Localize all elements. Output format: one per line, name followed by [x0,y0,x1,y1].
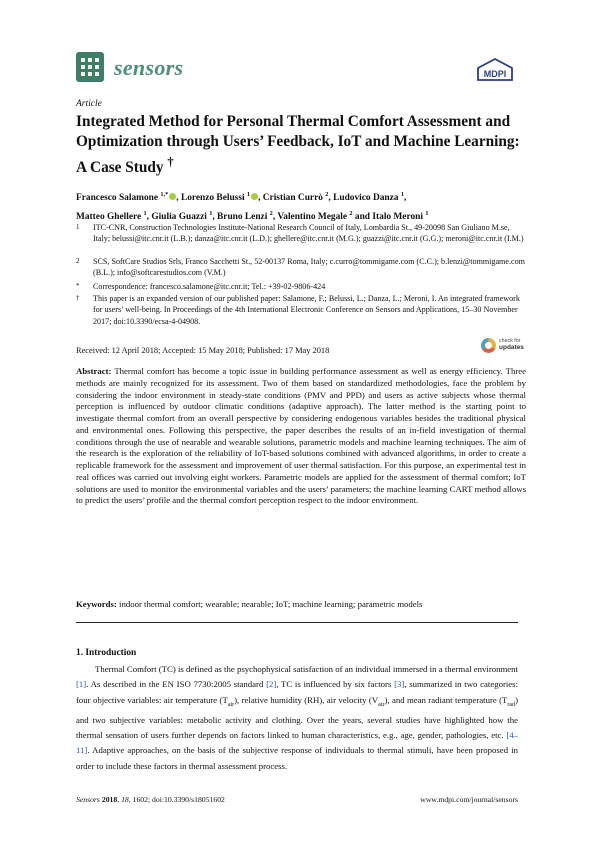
affiliation-text: SCS, SoftCare Studios Srls, Franco Sacchetti St., 52-00137 Roma, Italy; c.curro@tommigame.com (C.C.); b.lenzi@tommigame.com (B.L.); info@softcarestudios.com (V.M.) [93,257,525,278]
abstract [76,366,526,507]
affiliation [76,222,526,245]
mdpi-logo [476,58,514,82]
check-badge-line2: updates [499,344,524,351]
journal-logo [76,52,104,82]
citation-link[interactable]: [1] [76,679,87,690]
keywords [76,599,526,609]
section-heading: 1. Introduction [76,648,137,658]
orcid-icon[interactable] [169,193,176,200]
affiliation-text: ITC-CNR, Construction Technologies Institute-National Research Council of Italy, Lombardia St., 49-20098 San Giuliano M.se, Italy; belussi@itc.cnr.it (L.B.); danza@itc.cnr.it (L.D.); ghellere@itc.cnr.it (M.G.); guazzi@itc.cnr.it (G.G.); meroni@itc.cnr.it (I.M.) [93,223,524,244]
abstract-text: Thermal comfort has become a topic issue in building performance assessment as well as energy efficiency. Three methods are mainly recognized for its assessment. Two of them based on standardized methodologies, face the problem by considering the indoor environment in steady-state conditions (PMV and PPD) and users as active subjects whose thermal perception is influenced by outdoor climatic conditions (adaptive approach). The latter method is the starting point to investigate thermal comfort from an overall perspective by considering endogenous variables besides the traditional physical and environmental ones. Following this perspective, the paper describes the results of an in-field investigation of thermal conditions through the use of nearable and wearable solutions, parametric models and machine learning techniques. The aim of the research is the exploration of the reliability of IoT-based solutions combined with advanced algorithms, in order to create a replicable framework for the assessment and improvement of user thermal satisfaction. For this purpose, an experimental test in real offices was carried out involving eight workers. Parametric models are applied for the assessment of thermal comfort; IoT solutions are used to monitor the environmental variables and the users’ parameters; the machine learning CART method allows to predict the users’ profile and the thermal comfort perception respect to the indoor environment. [76,366,527,506]
keywords-text: indoor thermal comfort; wearable; nearable; IoT; machine learning; parametric models [119,599,423,609]
note-mark: † [76,294,80,302]
author: Valentino Megale $^2$ [277,210,353,223]
author: Matteo Ghellere $^1$ [76,210,147,223]
citation-link[interactable]: [4–11] [76,729,519,756]
orcid-icon[interactable] [251,193,258,200]
authors-joiner: and [354,212,371,223]
author: Italo Meroni $^1$ [372,210,429,223]
paper-title [76,112,526,178]
expanded-version-note [76,293,526,327]
check-for-updates-button[interactable] [481,337,524,359]
affiliation-mark: 2 [76,257,80,265]
footer-journal-url[interactable]: www.mdpi.com/journal/sensors [420,795,518,804]
footer-citation: Sensors 2018, 18, 1602; doi:10.3390/s18051602 [76,795,225,804]
affiliation [76,256,526,279]
update-check-icon [481,338,496,353]
author: Cristian Currò $^2$ [262,191,329,204]
author: Bruno Lenzi $^2$ [217,210,273,223]
author: Giulia Guazzi $^1$ [151,210,213,223]
article-type: Article [76,99,102,109]
author[interactable]: Francesco Salamone $^{1,*}$ [76,193,176,203]
keywords-label: Keywords: [76,599,117,609]
affiliation-mark: 1 [76,223,80,231]
correspondence-text: Correspondence: francesco.salamone@itc.cnr.it; Tel.: +39-02-9806-424 [93,282,326,291]
introduction-paragraph: Thermal Comfort (TC) is defined as the psychophysical satisfaction of an individual immersed in a thermal environment [1]. As described in the EN ISO 7730:2005 standard [2], TC is influenced by six factors [3], summarized in two categories: four objective variables: air temperature $(T_{air})$, relative humidity (RH), air velocity $(V_{air})$, and mean radiant temperature $(T_{rad})$ and two subjective variables: metabolic activity and clothing. Over the years, several studies have highlighted how the thermal sensation of users further depends on factors linked to human characteristics, e.g., age, gender, pathologies, etc. [4–11]. Adaptive approaches, on the basis of the subjective response of individuals to thermal stimuli, have been proposed in order to include these factors in thermal assessment process. [76,664,519,771]
citation-link[interactable]: [3] [394,679,405,690]
check-badge-line1: check for [499,338,521,344]
journal-name: sensors [114,55,184,80]
author[interactable]: Lorenzo Belussi $^1$ [181,193,258,203]
title-footnote-mark: † [167,155,174,169]
citation-link[interactable]: [2] [266,679,277,690]
author-list: Francesco Salamone $^{1,*}$ , Lorenzo Belussi $^1$ , Cristian Currò $^2$, Ludovico Danza $^1$, Matteo Ghellere $^1$, Giulia Guazzi $^1$, Bruno Lenzi $^2$, Valentino Megale $^2$ and Italo Meroni $^1$ [76,191,429,223]
note-text: This paper is an expanded version of our published paper: Salamone, F.; Belussi, L.; Danza, L.; Meroni, I. An integrated framework for users’ well-being. In Proceedings of the 4th International Electronic Conference on Sensors and Applications, 15–30 November 2017; doi:10.3390/ecsa-4-04908. [93,294,520,326]
author: Ludovico Danza $^1$ [333,191,404,204]
section-divider [76,622,518,623]
abstract-label: Abstract: [76,366,112,376]
svg-text:MDPI: MDPI [483,69,507,79]
paper-title-text: Integrated Method for Personal Thermal Comfort Assessment and Optimization through Users’ Feedback, IoT and Machine Learning: A Case Study [76,113,520,177]
correspondence-mark: * [76,282,80,290]
correspondence [76,281,526,292]
publication-dates: Received: 12 April 2018; Accepted: 15 May 2018; Published: 17 May 2018 [76,346,330,355]
